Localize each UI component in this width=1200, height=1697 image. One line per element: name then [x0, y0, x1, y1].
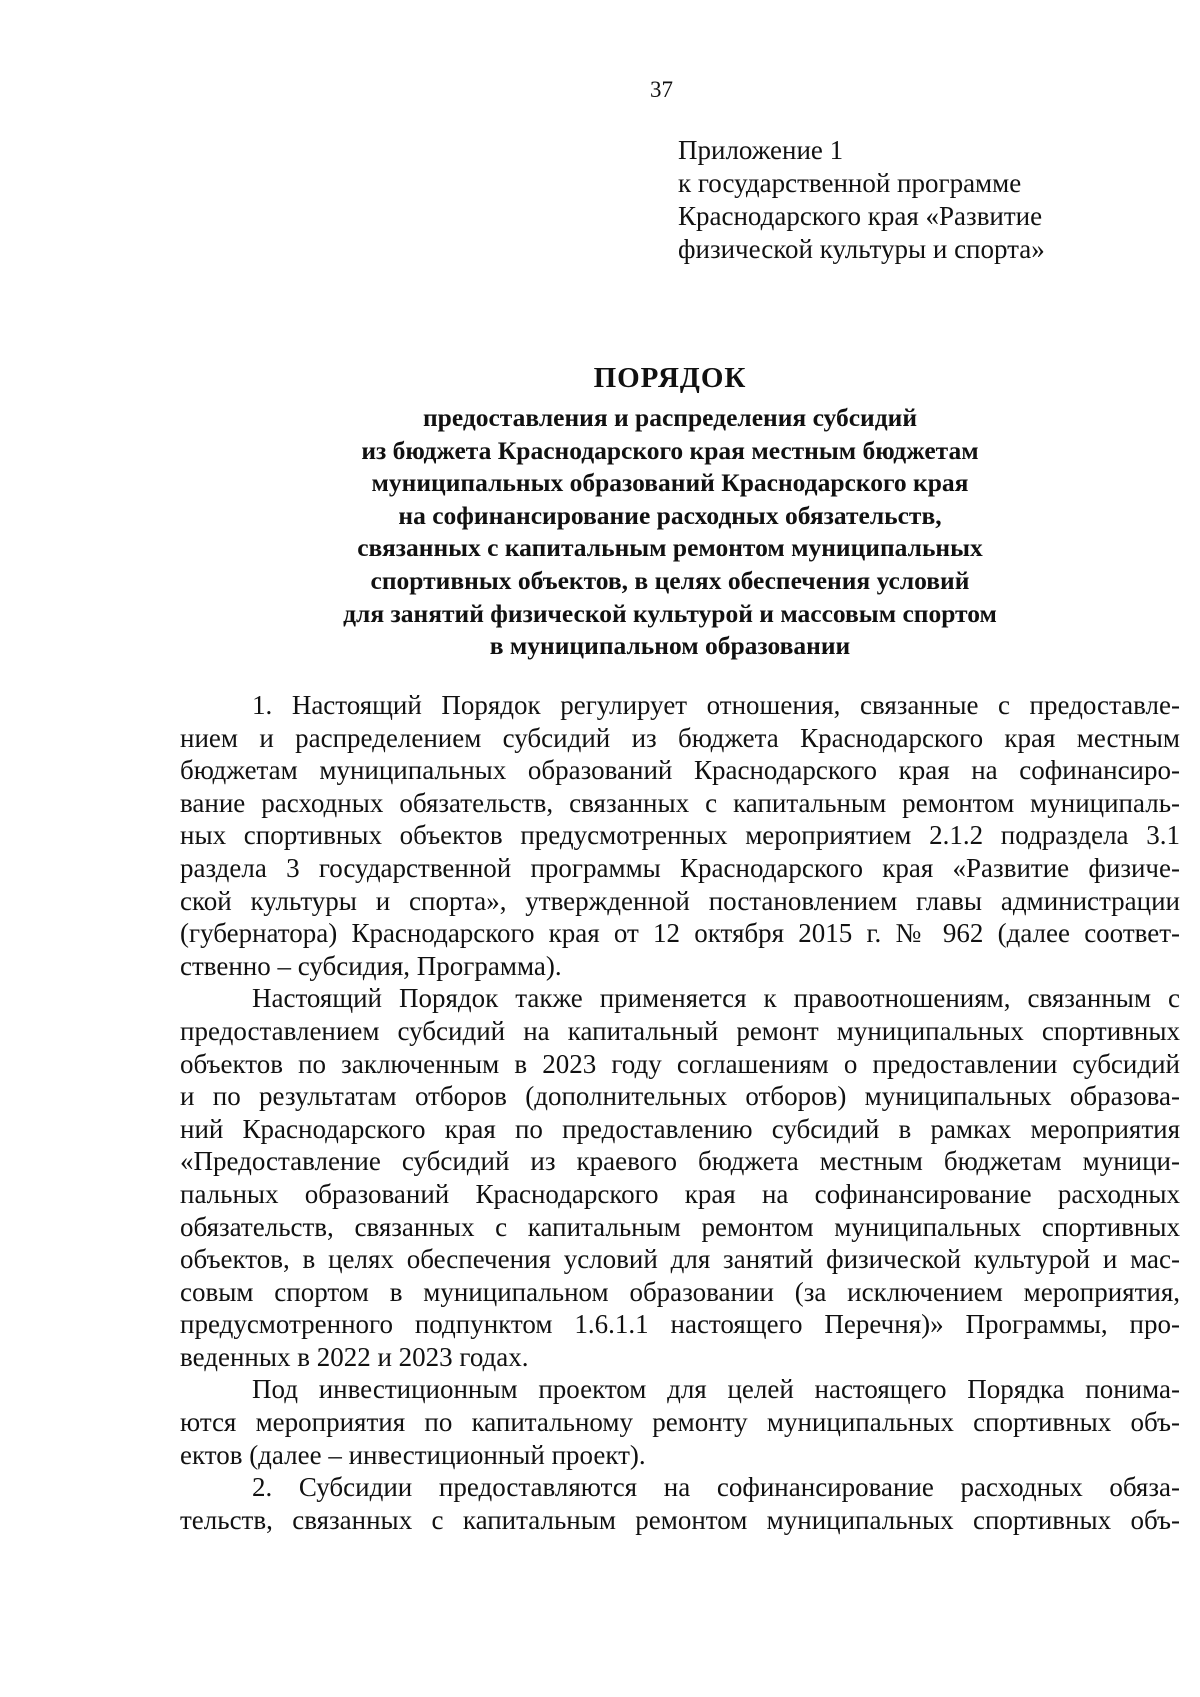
text-line: ются мероприятия по капитальному ремонту муниципальных спортивных объ- — [180, 1407, 1180, 1438]
appendix-line: Приложение 1 — [678, 135, 844, 165]
paragraph-1 — [180, 689, 1180, 982]
text-line: объектов по заключенным в 2023 году соглашениям о предоставлении субсидий — [180, 1048, 1180, 1079]
text-line: ных спортивных объектов предусмотренных мероприятием 2.1.2 подраздела 3.1 — [180, 820, 1180, 851]
text-line: нием и распределением субсидий из бюджета Краснодарского края местным — [180, 722, 1180, 753]
title-line: предоставления и распределения субсидий — [422, 403, 918, 432]
text-line: «Предоставление субсидий из краевого бюджета местным бюджетам муници- — [180, 1146, 1180, 1177]
text-line: ний Краснодарского края по предоставлению субсидий в рамках мероприятия — [180, 1113, 1180, 1144]
text-line: 1. Настоящий Порядок регулирует отношения, связанные с предоставле- — [252, 690, 1180, 720]
text-line: Настоящий Порядок также применяется к правоотношениям, связанным с — [252, 983, 1180, 1014]
text-line: совым спортом в муниципальном образовании (за исключением мероприятия, — [180, 1276, 1180, 1307]
text-line: ственно – субсидия, Программа). — [180, 950, 562, 981]
text-line: раздела 3 государственной программы Краснодарского края «Развитие физиче- — [180, 852, 1180, 883]
text-line: пальных образований Краснодарского края на софинансирование расходных — [180, 1178, 1180, 1209]
text-line: предусмотренного подпунктом 1.6.1.1 настоящего Перечня)» Программы, про- — [180, 1309, 1180, 1340]
title-line: в муниципальном образовании — [489, 631, 851, 661]
page-number: 37 — [650, 77, 673, 102]
document-body — [180, 689, 1180, 1536]
text-line: ектов (далее – инвестиционный проект). — [180, 1439, 646, 1470]
text-line: 2. Субсидии предоставляются на софинансирование расходных обяза- — [252, 1472, 1180, 1503]
appendix-line: физической культуры и спорта» — [678, 234, 1045, 264]
text-line: веденных в 2022 и 2023 годах. — [180, 1341, 529, 1372]
paragraph-4 — [180, 1471, 1180, 1536]
text-line: объектов, в целях обеспечения условий для занятий физической культурой и мас- — [180, 1244, 1180, 1275]
text-line: предоставлением субсидий на капитальный ремонт муниципальных спортивных — [180, 1015, 1180, 1046]
document-title — [120, 360, 1200, 663]
title-line: муниципальных образований Краснодарского края — [371, 468, 969, 498]
text-line: Под инвестиционным проектом для целей настоящего Порядка понима- — [252, 1374, 1180, 1405]
title-line: для занятий физической культурой и массовым спортом — [343, 598, 997, 628]
title-line: спортивных объектов, в целях обеспечения условий — [370, 565, 970, 595]
text-line: (губернатора) Краснодарского края от 12 октября 2015 г. № 962 (далее соответ- — [180, 918, 1180, 949]
title-line: на софинансирование расходных обязательств, — [398, 500, 942, 530]
appendix-note — [678, 134, 1138, 266]
title-line: связанных с капитальным ремонтом муниципальных — [357, 533, 983, 563]
paragraph-2 — [180, 982, 1180, 1373]
title-heading: ПОРЯДОК — [593, 362, 747, 394]
title-line: из бюджета Краснодарского края местным бюджетам — [361, 435, 979, 465]
appendix-line: Краснодарского края «Развитие — [678, 201, 1043, 231]
text-line: и по результатам отборов (дополнительных отборов) муниципальных образова- — [180, 1081, 1180, 1112]
text-line: ской культуры и спорта», утвержденной постановлением главы администрации — [180, 885, 1180, 916]
appendix-line: к государственной программе — [678, 168, 1022, 198]
text-line: вание расходных обязательств, связанных с капитальным ремонтом муниципаль- — [180, 787, 1180, 818]
text-line: тельств, связанных с капитальным ремонтом муниципальных спортивных объ- — [180, 1504, 1180, 1535]
paragraph-3 — [180, 1373, 1180, 1471]
text-line: обязательств, связанных с капитальным ремонтом муниципальных спортивных — [180, 1211, 1180, 1242]
text-line: бюджетам муниципальных образований Краснодарского края на софинансиро- — [180, 755, 1180, 786]
